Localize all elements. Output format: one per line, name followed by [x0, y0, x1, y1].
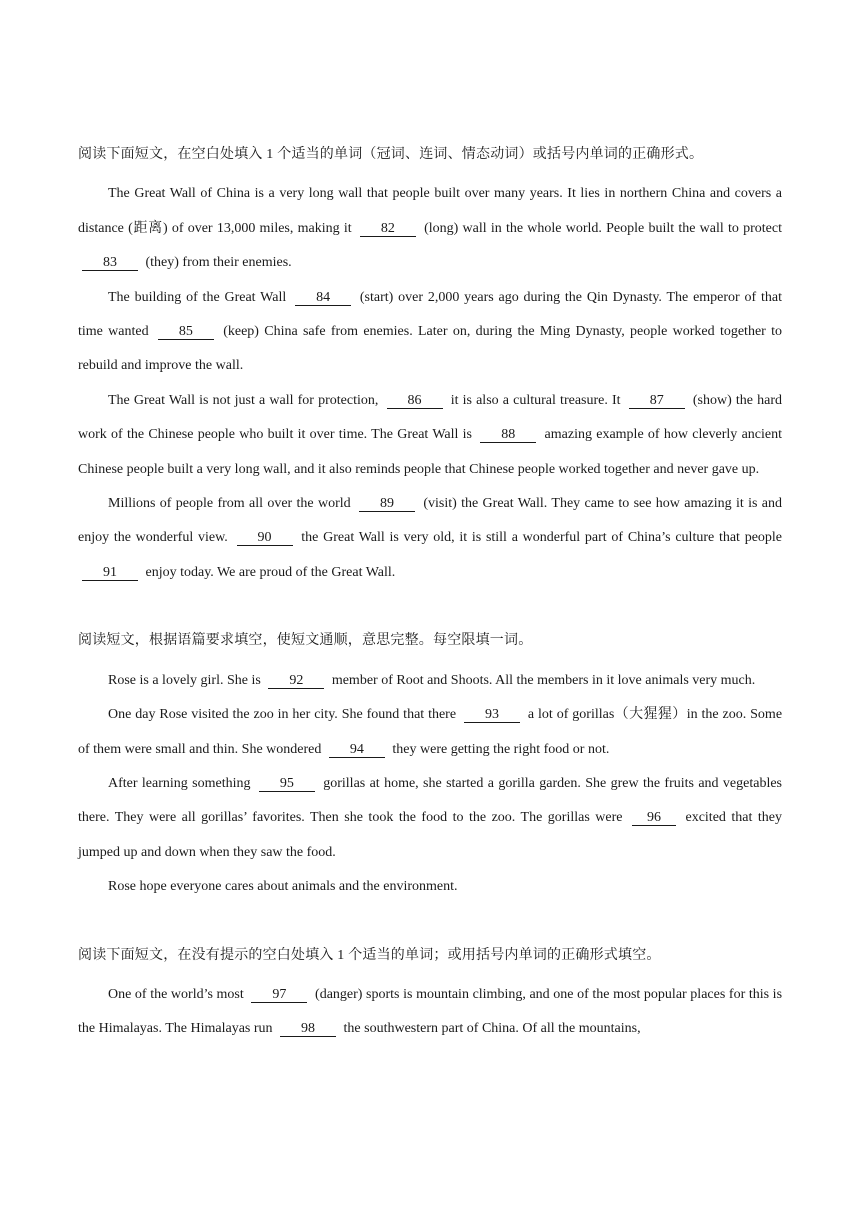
passage-paragraph: After learning something 95 gorillas at home, she started a gorilla garden. She grew the fruits and vegetables there. They were all gorillas’ favorites. Then she took the food to the zoo. The gorillas were 96 excited that they jumped up and down when they saw the food.	[78, 775, 783, 860]
section-gap	[78, 590, 782, 624]
answer-blank-97[interactable]: 97	[251, 987, 307, 1003]
passage-paragraph: The Great Wall of China is a very long wall that people built over many years. It lies in northern China and covers a distance (距离) of over 13,000 miles, making it 82 (long) wall in the whole world. People built the wall to protect 83 (they) from their enemies.	[78, 186, 782, 271]
passage-paragraph: The Great Wall is not just a wall for protection, 86 it is also a cultural treasure. It 87 (show) the hard work of the Chinese people who built it over time. The Great Wall is 88 amazing example of how cleverly ancient Chinese people built a very long wall, and it also reminds people that Chinese people worked together and never gave up.	[78, 392, 783, 477]
document-page	[78, 138, 782, 1047]
answer-blank-83[interactable]: 83	[82, 255, 138, 271]
answer-blank-92[interactable]: 92	[268, 673, 324, 689]
answer-blank-96[interactable]: 96	[632, 810, 676, 826]
passage-paragraph: Rose is a lovely girl. She is 92 member of Root and Shoots. All the members in it love animals very much.	[108, 672, 756, 688]
answer-blank-91[interactable]: 91	[82, 565, 138, 581]
section-instruction: 阅读下面短文，在空白处填入 1 个适当的单词（冠词、连词、情态动词）或括号内单词的正确形式。	[78, 147, 704, 162]
exercise-section	[78, 624, 782, 904]
answer-blank-88[interactable]: 88	[480, 427, 536, 443]
passage-paragraph: Millions of people from all over the world 89 (visit) the Great Wall. They came to see how amazing it is and enjoy the wonderful view. 90 the Great Wall is very old, it is still a wonderful part of China’s culture that people 91 enjoy today. We are proud of the Great Wall.	[78, 496, 783, 580]
passage-paragraph: The building of the Great Wall 84 (start) over 2,000 years ago during the Qin Dynasty. The emperor of that time wanted 85 (keep) China safe from enemies. Later on, during the Ming Dynasty, people worked together to rebuild and improve the wall.	[78, 289, 783, 374]
answer-blank-94[interactable]: 94	[329, 742, 385, 758]
section-gap	[78, 905, 782, 939]
section-instruction: 阅读短文，根据语篇要求填空，使短文通顺，意思完整。每空限填一词。	[78, 633, 533, 649]
answer-blank-90[interactable]: 90	[237, 530, 293, 546]
exercise-section	[78, 138, 782, 590]
answer-blank-89[interactable]: 89	[359, 496, 415, 512]
answer-blank-95[interactable]: 95	[259, 776, 315, 792]
section-instruction: 阅读下面短文，在没有提示的空白处填入 1 个适当的单词；或用括号内单词的正确形式填空。	[78, 947, 661, 963]
passage-paragraph: One day Rose visited the zoo in her city. She found that there 93 a lot of gorillas（大猩猩）in the zoo. Some of them were small and thin. She wondered 94 they were getting the right food or not.	[78, 707, 783, 757]
answer-blank-87[interactable]: 87	[629, 393, 685, 409]
answer-blank-93[interactable]: 93	[464, 707, 520, 723]
answer-blank-84[interactable]: 84	[295, 290, 351, 306]
passage-paragraph: One of the world’s most 97 (danger) sports is mountain climbing, and one of the most popular places for this is the Himalayas. The Himalayas run 98 the southwestern part of China. Of all the mountains,	[78, 986, 783, 1037]
exercise-section	[78, 939, 782, 1047]
answer-blank-86[interactable]: 86	[387, 393, 443, 409]
answer-blank-82[interactable]: 82	[360, 221, 416, 237]
answer-blank-85[interactable]: 85	[158, 324, 214, 340]
answer-blank-98[interactable]: 98	[280, 1021, 336, 1037]
passage-paragraph: Rose hope everyone cares about animals and the environment.	[108, 879, 458, 895]
